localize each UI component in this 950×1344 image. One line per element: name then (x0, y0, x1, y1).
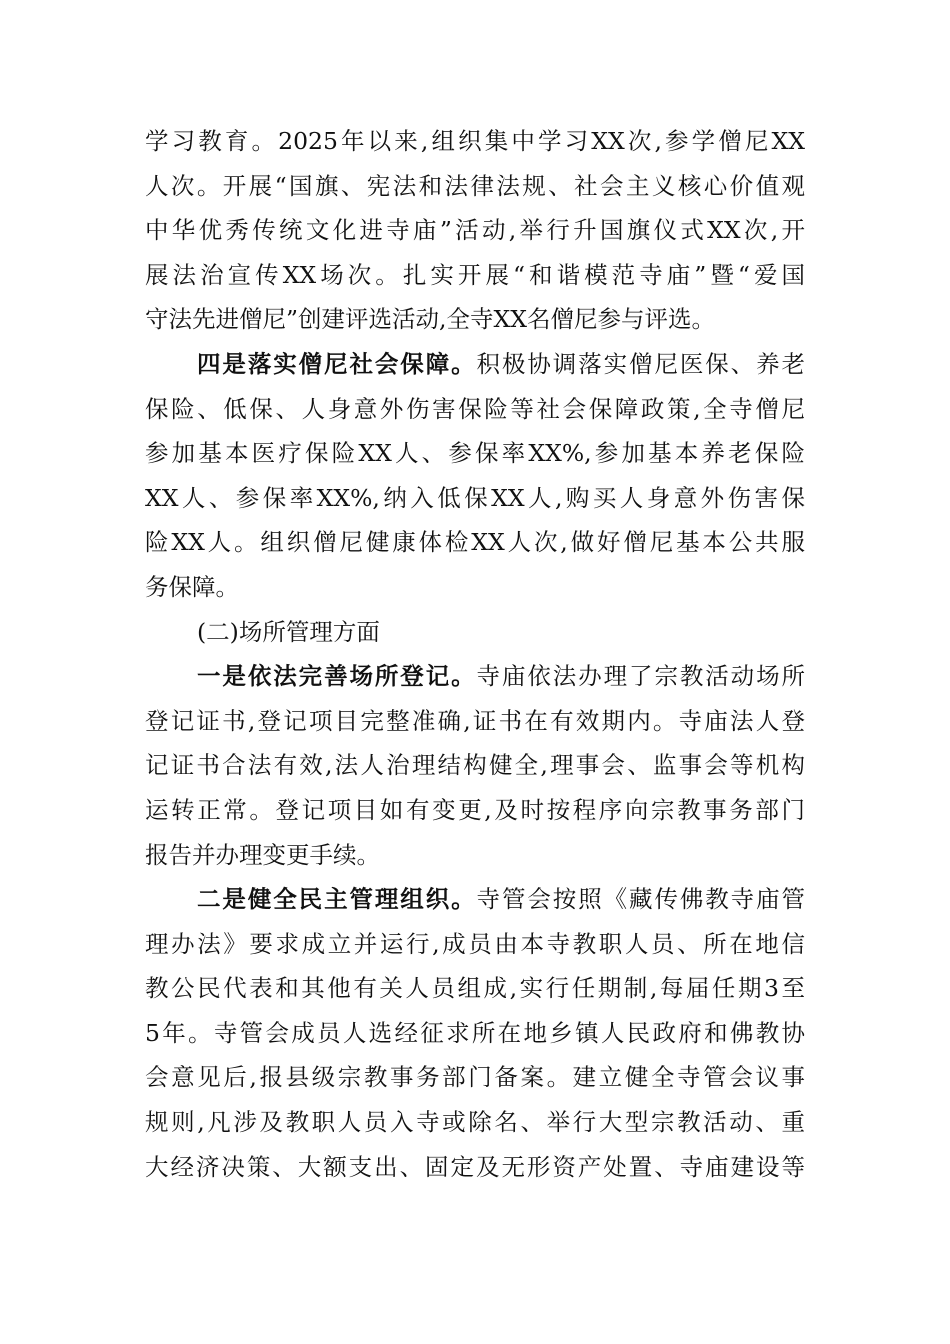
line-text: (二)场所管理方面 (197, 617, 380, 646)
text-line (145, 208, 805, 253)
text-line (145, 1055, 805, 1100)
text-line (145, 119, 805, 164)
text-line (145, 1100, 805, 1145)
text-line (145, 297, 805, 342)
line-text: 报告并办理变更手续。 (145, 840, 380, 869)
paragraph (145, 877, 805, 1189)
paragraph (145, 119, 805, 342)
line-text: 务保障。 (145, 572, 239, 601)
paragraph (145, 654, 805, 877)
text-line (145, 743, 805, 788)
line-text: 规则,凡涉及教职人员入寺或除名、举行大型宗教活动、重 (145, 1108, 805, 1137)
text-line (145, 520, 805, 565)
text-line (145, 253, 805, 298)
line-text: 展法治宣传XX场次。扎实开展“和谐模范寺庙”暨“爱国 (145, 260, 805, 289)
paragraph (145, 610, 805, 655)
line-text: 积极协调落实僧尼医保、养老 (476, 349, 805, 378)
line-text: 中华优秀传统文化进寺庙”活动,举行升国旗仪式XX次,开 (145, 216, 805, 245)
text-line (145, 1145, 805, 1190)
paragraph-lead-heading: 一是依法完善场所登记。 (197, 662, 477, 691)
line-text: 保险、低保、人身意外伤害保险等社会保障政策,全寺僧尼 (145, 394, 805, 423)
text-line (145, 877, 805, 922)
text-line (145, 565, 805, 610)
line-text: 登记证书,登记项目完整准确,证书在有效期内。寺庙法人登 (145, 706, 805, 735)
line-text: 守法先进僧尼”创建评选活动,全寺XX名僧尼参与评选。 (145, 305, 715, 334)
line-text: 运转正常。登记项目如有变更,及时按程序向宗教事务部门 (145, 795, 805, 824)
text-line (145, 833, 805, 878)
text-line (145, 922, 805, 967)
line-text: 会意见后,报县级宗教事务部门备案。建立健全寺管会议事 (145, 1063, 805, 1092)
text-line (145, 699, 805, 744)
line-text: 理办法》要求成立并运行,成员由本寺教职人员、所在地信 (145, 929, 805, 958)
line-text: 5年。寺管会成员人选经征求所在地乡镇人民政府和佛教协 (145, 1018, 805, 1047)
text-line (145, 966, 805, 1011)
line-text: 参加基本医疗保险XX人、参保率XX%,参加基本养老保险 (145, 439, 805, 468)
line-text: 教公民代表和其他有关人员组成,实行任期制,每届任期3至 (145, 974, 805, 1003)
text-line (145, 342, 805, 387)
line-text: XX人、参保率XX%,纳入低保XX人,购买人身意外伤害保 (145, 483, 805, 512)
paragraph-lead-heading: 二是健全民主管理组织。 (197, 885, 477, 914)
text-line (145, 164, 805, 209)
line-text: 寺管会按照《藏传佛教寺庙管 (476, 885, 805, 914)
text-line (145, 610, 805, 655)
line-text: 记证书合法有效,法人治理结构健全,理事会、监事会等机构 (145, 751, 805, 780)
document-body (145, 119, 805, 1189)
paragraph (145, 342, 805, 610)
text-line (145, 788, 805, 833)
text-line (145, 654, 805, 699)
line-text: 寺庙依法办理了宗教活动场所 (476, 662, 805, 691)
text-line (145, 1011, 805, 1056)
line-text: 险XX人。组织僧尼健康体检XX人次,做好僧尼基本公共服 (145, 528, 805, 557)
text-line (145, 387, 805, 432)
paragraph-lead-heading: 四是落实僧尼社会保障。 (197, 349, 477, 378)
line-text: 人次。开展“国旗、宪法和法律法规、社会主义核心价值观 (145, 171, 805, 200)
text-line (145, 431, 805, 476)
text-line (145, 476, 805, 521)
line-text: 大经济决策、大额支出、固定及无形资产处置、寺庙建设等 (145, 1152, 805, 1181)
line-text: 学习教育。2025年以来,组织集中学习XX次,参学僧尼XX (145, 127, 805, 155)
